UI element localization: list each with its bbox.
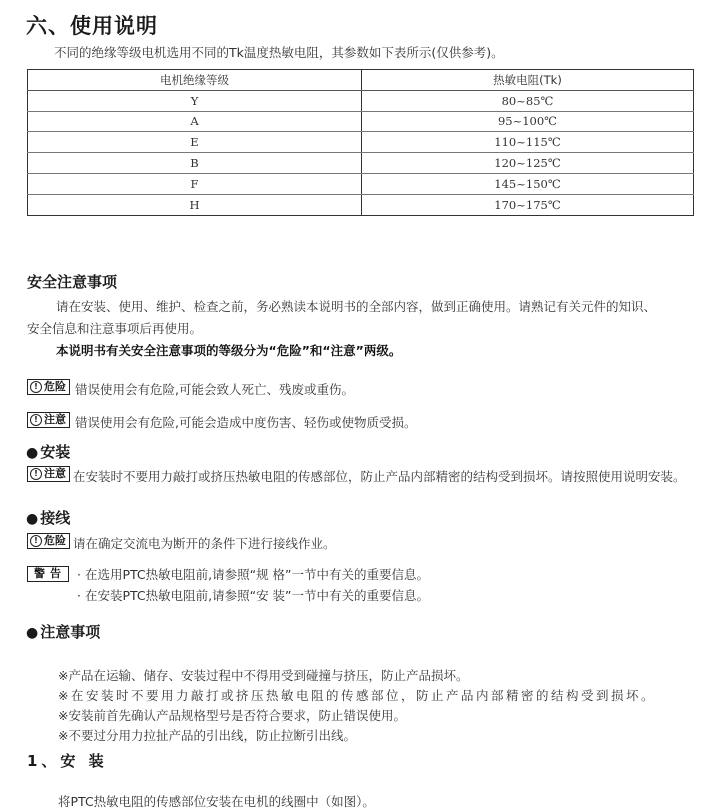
- table-row: [28, 111, 694, 132]
- table-row: [28, 90, 694, 111]
- bullet-icon: ●: [26, 511, 39, 527]
- notes-heading: [26, 621, 100, 642]
- exclamation-icon: !: [30, 381, 42, 393]
- wiring-danger-badge: [27, 533, 70, 549]
- header-insulation-class: 电机绝缘等级: [28, 70, 362, 91]
- insulation-class-cell: E: [28, 132, 362, 153]
- caution-description: 错误使用会有危险,可能会造成中度伤害、轻伤或使物质受损。: [75, 415, 417, 430]
- bullet-icon: ●: [26, 445, 39, 461]
- intro-text: 不同的绝缘等级电机选用不同的Tk温度热敏电阻，其参数如下表所示(仅供参考)。: [54, 45, 504, 60]
- temperature-cell: 170~175℃: [362, 194, 694, 215]
- temperature-cell: 110~115℃: [362, 132, 694, 153]
- note-item: ※不要过分用力拉扯产品的引出线，防止拉断引出线。: [58, 728, 356, 743]
- temperature-cell: 95~100℃: [362, 111, 694, 132]
- wiring-danger-label: 危险: [44, 534, 66, 547]
- warning-item-2: · 在安装PTC热敏电阻前,请参照“安 装”一节中有关的重要信息。: [77, 588, 430, 603]
- safety-paragraph-2: 安全信息和注意事项后再使用。: [27, 321, 203, 336]
- exclamation-icon: !: [30, 535, 42, 547]
- exclamation-icon: !: [30, 414, 42, 426]
- notes-heading-label: 注意事项: [40, 623, 101, 641]
- warning-badge: [27, 566, 69, 582]
- install-heading-label: 安装: [40, 443, 71, 461]
- danger-badge: [27, 379, 70, 395]
- wiring-heading: [26, 507, 70, 528]
- table-row: [28, 132, 694, 153]
- danger-badge-label: 危险: [44, 380, 66, 393]
- temperature-cell: 80~85℃: [362, 90, 694, 111]
- note-item: ※产品在运输、储存、安装过程中不得用受到碰撞与挤压，防止产品损坏。: [58, 668, 469, 683]
- parameter-table: [27, 69, 694, 216]
- note-item: ※在安装时不要用力敲打或挤压热敏电阻的传感部位，防止产品内部精密的结构受到损坏。: [58, 688, 656, 703]
- table-header-row: [28, 70, 694, 91]
- table-row: [28, 153, 694, 174]
- section-1-text: 将PTC热敏电阻的传感部位安装在电机的线圈中（如图）。: [58, 794, 375, 809]
- insulation-class-cell: Y: [28, 90, 362, 111]
- caution-badge: [27, 412, 70, 428]
- safety-levels-note: 本说明书有关安全注意事项的等级分为“危险”和“注意”两级。: [56, 343, 402, 358]
- safety-paragraph-1: 请在安装、使用、维护、检查之前，务必熟读本说明书的全部内容，做到正确使用。请熟记有关元件的知识、: [56, 299, 657, 314]
- insulation-class-cell: H: [28, 194, 362, 215]
- install-caution-label: 注意: [44, 467, 66, 480]
- wiring-danger-text: 请在确定交流电为断开的条件下进行接线作业。: [73, 536, 336, 551]
- header-thermistor-tk: 热敏电阻(Tk): [362, 70, 694, 91]
- table-row: [28, 194, 694, 215]
- warning-item-1: · 在选用PTC热敏电阻前,请参照“规 格”一节中有关的重要信息。: [77, 567, 430, 582]
- install-caution-badge: [27, 466, 70, 482]
- caution-badge-label: 注意: [44, 413, 66, 426]
- note-item: ※安装前首先确认产品规格型号是否符合要求，防止错误使用。: [58, 708, 406, 723]
- warning-badge-label: 警告: [34, 567, 66, 580]
- temperature-cell: 145~150℃: [362, 173, 694, 194]
- danger-description: 错误使用会有危险,可能会致人死亡、残废或重伤。: [75, 382, 354, 397]
- safety-section-title: 安全注意事项: [27, 273, 118, 291]
- exclamation-icon: !: [30, 468, 42, 480]
- table-row: [28, 173, 694, 194]
- page-title: 六、使用说明: [26, 14, 158, 38]
- install-text: 在安装时不要用力敲打或挤压热敏电阻的传感部位，防止产品内部精密的结构受到损坏。请按照使用说明安装。: [73, 469, 686, 484]
- bullet-icon: ●: [26, 625, 39, 641]
- insulation-class-cell: F: [28, 173, 362, 194]
- insulation-class-cell: B: [28, 153, 362, 174]
- section-1-title: 1、安 装: [27, 752, 108, 770]
- temperature-cell: 120~125℃: [362, 153, 694, 174]
- wiring-heading-label: 接线: [40, 509, 71, 527]
- insulation-class-cell: A: [28, 111, 362, 132]
- install-heading: [26, 441, 70, 462]
